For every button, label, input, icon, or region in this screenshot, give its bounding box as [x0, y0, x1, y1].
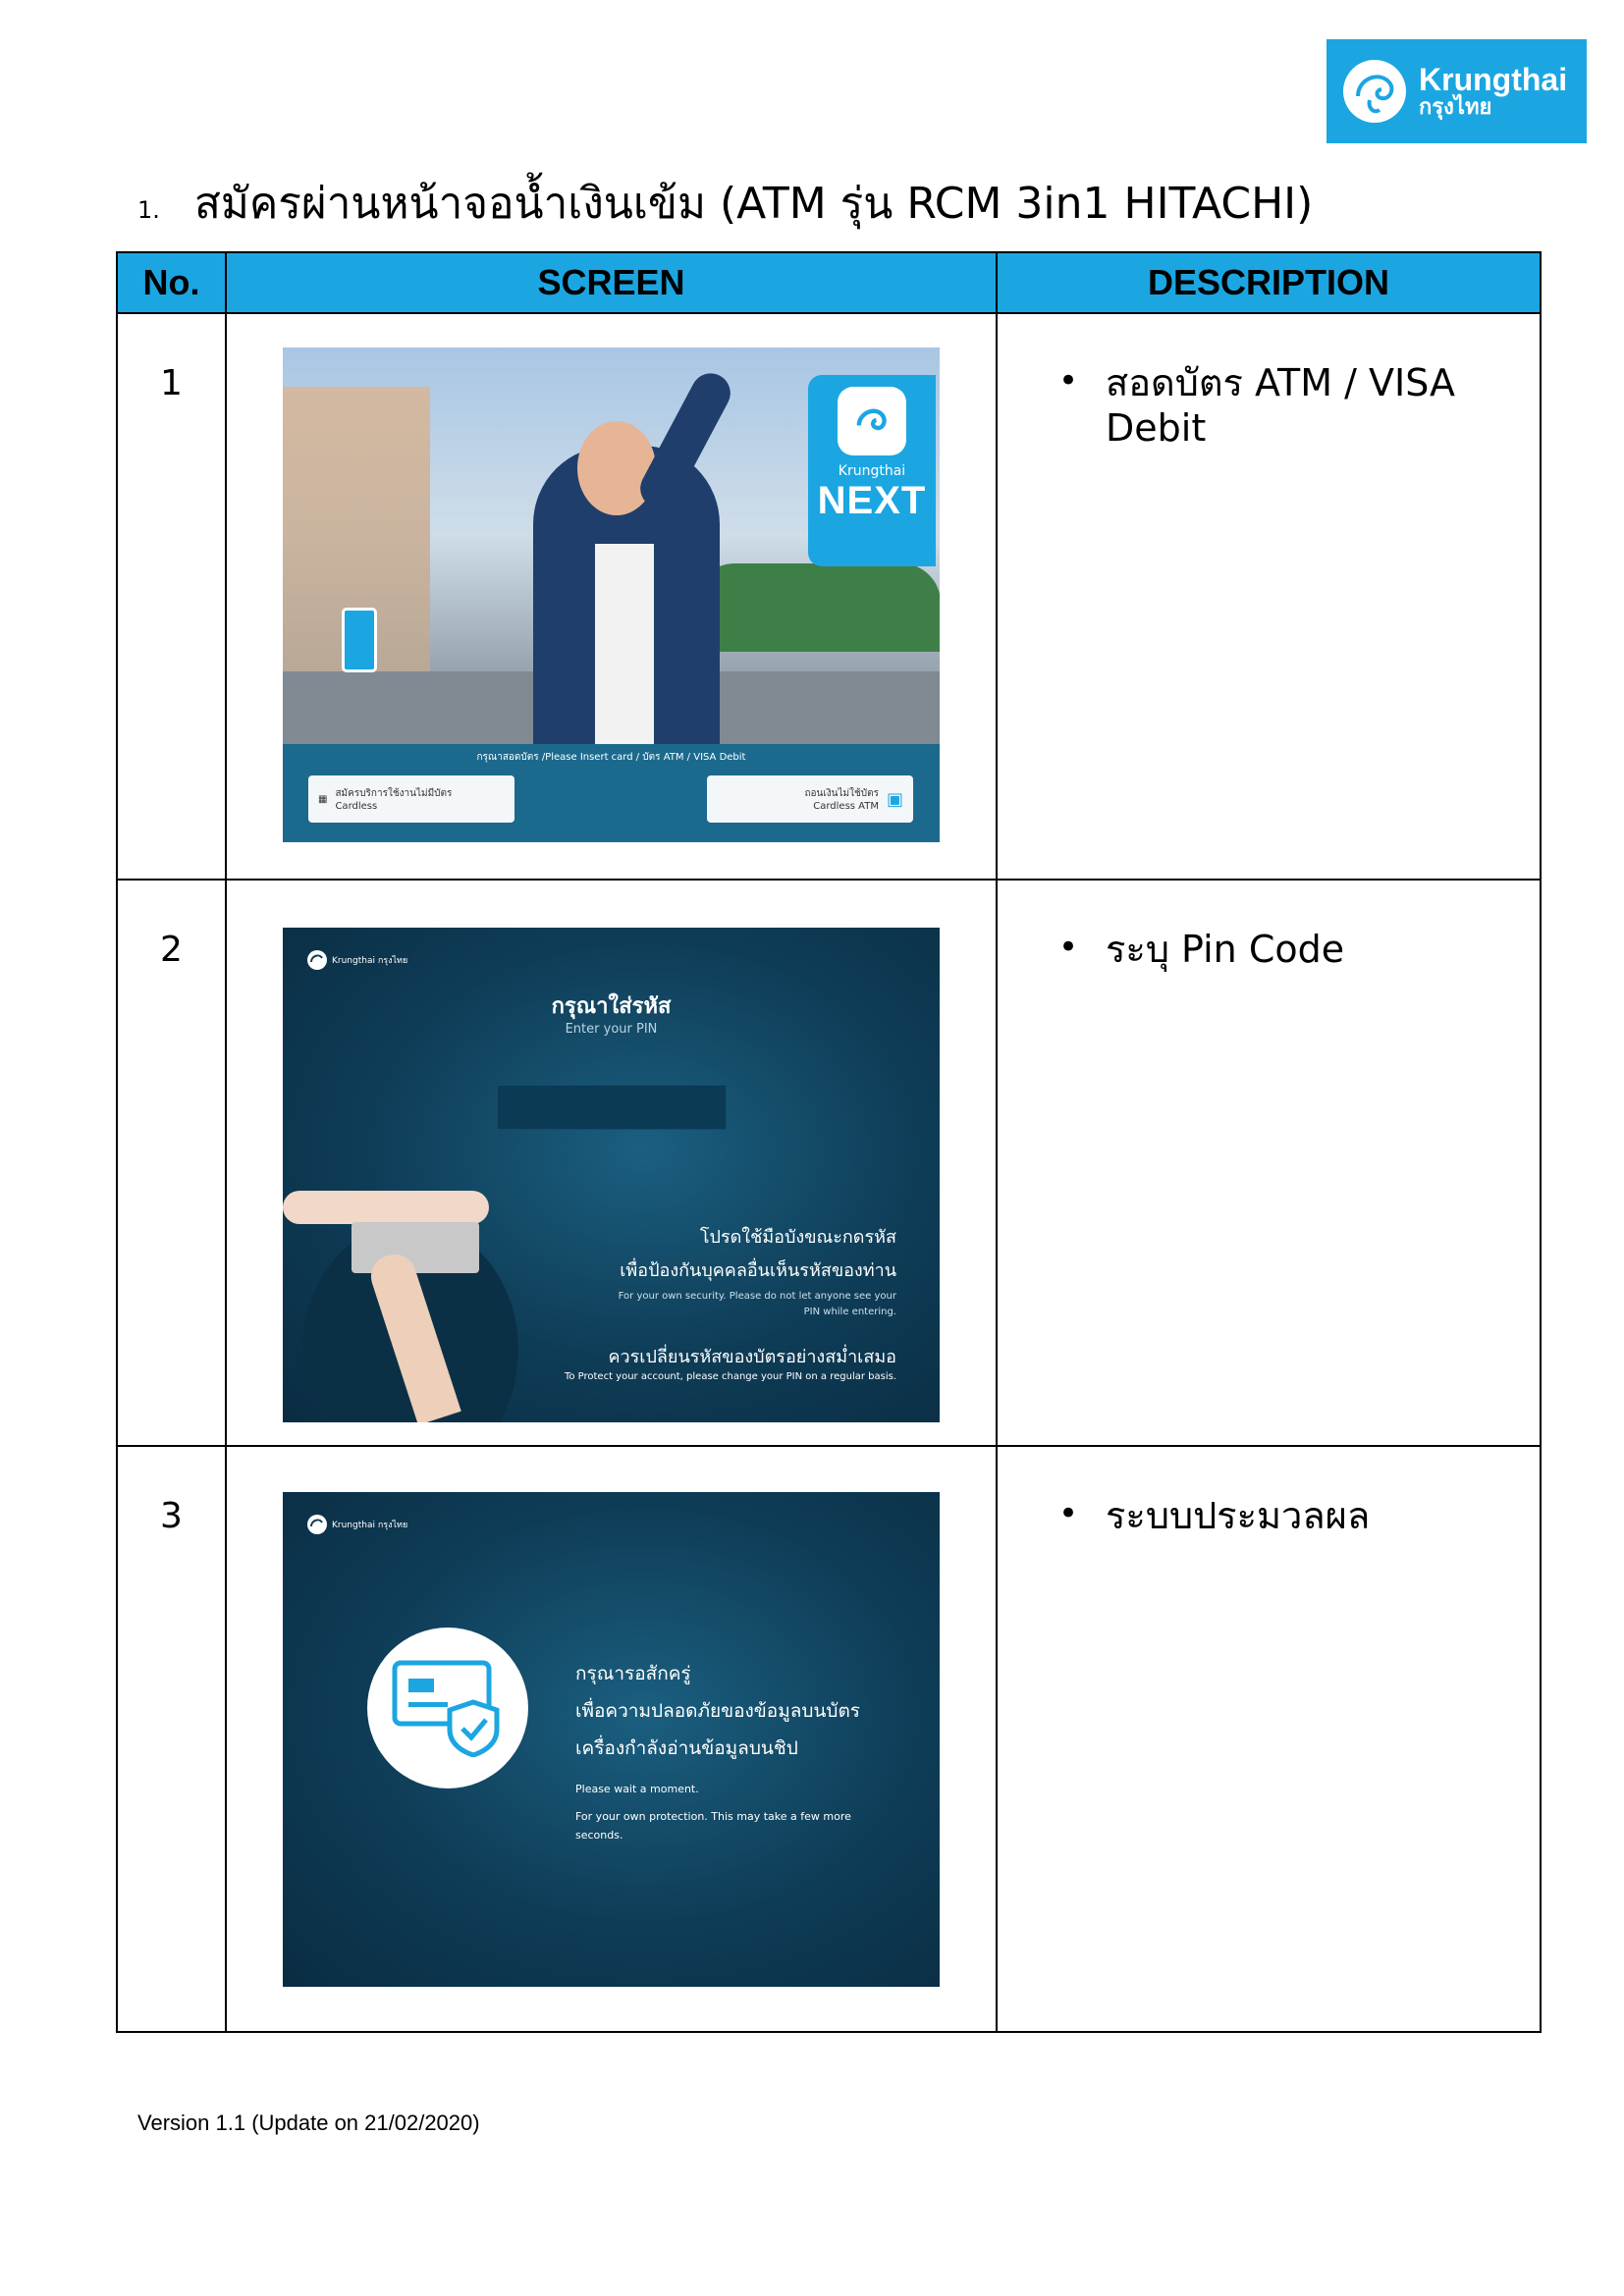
- card-shield-icon: [391, 1659, 507, 1757]
- next-app-badge: [808, 375, 936, 566]
- description-item: • ระบบประมวลผล: [1106, 1494, 1479, 1539]
- right-button-label: ถอนเงินไม่ใช้บัตร: [804, 788, 879, 799]
- row-number: 3: [117, 1446, 226, 2032]
- atm-cardless-withdraw-button[interactable]: [707, 775, 913, 823]
- wait-line-1: กรุณารอสักครู่: [575, 1663, 691, 1684]
- pin-title-en: Enter your PIN: [565, 1022, 658, 1037]
- atm-screenshot-processing: [283, 1492, 940, 1987]
- covering-hand-image: [283, 1191, 489, 1224]
- description-item: • สอดบัตร ATM / VISA Debit: [1106, 361, 1479, 451]
- table-row: [117, 313, 1541, 880]
- phone-icon: [342, 608, 377, 672]
- atm-icon: ▣: [886, 788, 903, 810]
- pin-input-box[interactable]: [497, 1085, 727, 1130]
- atm-cardless-register-button[interactable]: [308, 775, 514, 823]
- badge-small-text: Krungthai: [838, 463, 906, 479]
- header-screen: SCREEN: [226, 252, 997, 313]
- warning-line-5: To Protect your account, please change your PIN on a regular basis.: [564, 1371, 896, 1382]
- table-row: [117, 1446, 1541, 2032]
- row-number: 1: [117, 313, 226, 880]
- table-header-row: [117, 252, 1541, 313]
- elephant-logo-icon: [1340, 57, 1409, 126]
- right-button-sub: Cardless ATM: [813, 801, 879, 812]
- warning-line-4: ควรเปลี่ยนรหัสของบัตรอย่างสม่ำเสมอ: [608, 1347, 896, 1367]
- pin-title-th: กรุณาใส่รหัส: [551, 994, 672, 1019]
- warning-line-3: For your own security. Please do not let anyone see your PIN while entering.: [618, 1291, 896, 1317]
- screen-cell: [226, 1446, 997, 2032]
- screen-cell: [226, 880, 997, 1446]
- logo-text-en: Krungthai: [1419, 61, 1568, 97]
- header-description: DESCRIPTION: [997, 252, 1541, 313]
- card-shield-illustration: [367, 1628, 528, 1789]
- insert-card-caption: กรุณาสอดบัตร /Please Insert card / บัตร ATM / VISA Debit: [476, 752, 746, 763]
- elephant-logo-icon: [306, 949, 328, 971]
- wait-line-2: เพื่อความปลอดภัยของข้อมูลบนบัตร: [575, 1700, 861, 1722]
- description-cell: [997, 880, 1541, 1446]
- warning-line-2: เพื่อป้องกันบุคคลอื่นเห็นรหัสของท่าน: [620, 1260, 896, 1281]
- elephant-logo-icon: [306, 1514, 328, 1535]
- app-logo-icon: [838, 387, 906, 455]
- wait-line-3: เครื่องกำลังอ่านข้อมูลบนชิป: [575, 1737, 798, 1759]
- atm-logo: Krungthai กรุงไทย: [306, 1514, 407, 1535]
- warning-line-1: โปรดใช้มือบังขณะกดรหัส: [699, 1227, 896, 1248]
- screen-cell: [226, 313, 997, 880]
- atm-screenshot-enter-pin: [283, 928, 940, 1422]
- presenter-shirt: [595, 544, 654, 744]
- section-heading: [137, 169, 1313, 238]
- wait-line-5: For your own protection. This may take a few more seconds.: [575, 1810, 851, 1842]
- atm-bottom-bar: [283, 744, 940, 842]
- heading-number: 1.: [137, 196, 160, 224]
- description-cell: [997, 313, 1541, 880]
- table-row: [117, 880, 1541, 1446]
- krungthai-logo: [1326, 39, 1587, 143]
- atm-screenshot-insert-card: [283, 347, 940, 842]
- atm-logo: Krungthai กรุงไทย: [306, 949, 407, 971]
- steps-table: [116, 251, 1542, 2033]
- logo-text-th: กรุงไทย: [1419, 95, 1492, 121]
- row-number: 2: [117, 880, 226, 1446]
- trees-image: [695, 563, 940, 652]
- left-button-label: สมัครบริการใช้งานไม่มีบัตร: [335, 788, 453, 799]
- description-cell: [997, 1446, 1541, 2032]
- version-footer: Version 1.1 (Update on 21/02/2020): [137, 2110, 480, 2135]
- qr-icon: ▦: [318, 793, 328, 805]
- wait-line-4: Please wait a moment.: [575, 1783, 699, 1795]
- description-item: • ระบุ Pin Code: [1106, 928, 1479, 973]
- left-button-sub: Cardless: [335, 801, 378, 812]
- header-no: No.: [117, 252, 226, 313]
- keypad-image: [352, 1222, 479, 1273]
- badge-next-text: NEXT: [817, 479, 927, 522]
- heading-text: สมัครผ่านหน้าจอน้ำเงินเข้ม (ATM รุ่น RCM 3in1 HITACHI): [194, 179, 1314, 229]
